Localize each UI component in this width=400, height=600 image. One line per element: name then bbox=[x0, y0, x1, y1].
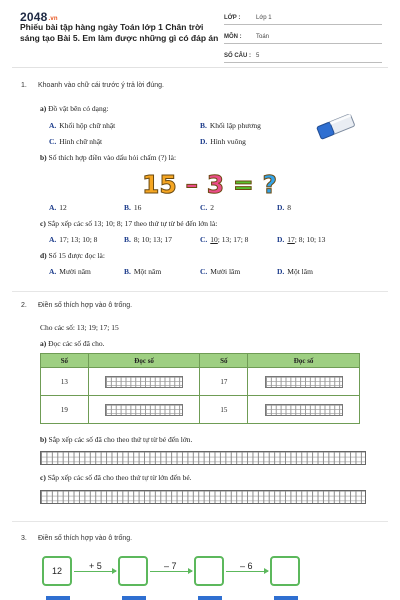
q1a-option-d[interactable]: D. Hình vuông bbox=[200, 137, 246, 146]
site-logo[interactable]: 2048.vn bbox=[20, 10, 58, 24]
chain-arrow bbox=[150, 571, 192, 572]
handwriting-grid[interactable] bbox=[265, 376, 343, 388]
q1d-prompt: d) Số 15 được đọc là: bbox=[40, 251, 105, 260]
q1c-option-a[interactable]: A. 17; 13; 10; 8 bbox=[49, 235, 98, 244]
reading-answer-cell[interactable] bbox=[248, 368, 360, 396]
worksheet-header bbox=[0, 0, 400, 66]
chain-arrow bbox=[74, 571, 116, 572]
table-header-row bbox=[41, 354, 360, 368]
q2c-answer-grid[interactable] bbox=[40, 490, 366, 504]
chain-answer-box[interactable] bbox=[194, 556, 224, 586]
section-divider bbox=[12, 521, 388, 522]
table-header: Đọc số bbox=[248, 354, 360, 368]
eraser-icon bbox=[315, 114, 357, 140]
q1b-option-d[interactable]: D. 8 bbox=[277, 203, 292, 212]
q1b-option-c[interactable]: C. 2 bbox=[200, 203, 215, 212]
q1b-prompt: b) Số thích hợp điền vào dấu hỏi chấm (?) là: bbox=[40, 153, 177, 162]
chain-arrow bbox=[226, 571, 268, 572]
q2a-prompt: a) Đọc các số đã cho. bbox=[40, 339, 105, 348]
q1c-option-d[interactable]: D. 17; 8; 10; 13 bbox=[277, 235, 326, 244]
question-2-number: 2. bbox=[21, 302, 27, 309]
decorative-mark bbox=[46, 596, 70, 600]
chain-operation: – 6 bbox=[240, 561, 253, 571]
colorful-equation: 15 – 3 = ? bbox=[142, 170, 278, 199]
chain-operation: + 5 bbox=[89, 561, 102, 571]
info-panel bbox=[224, 12, 382, 69]
table-row bbox=[41, 396, 360, 424]
chain-answer-box[interactable] bbox=[270, 556, 300, 586]
question-3-instruction: Điền số thích hợp vào ô trống. bbox=[38, 535, 133, 542]
number-cell: 15 bbox=[200, 396, 248, 424]
q2b-answer-grid[interactable] bbox=[40, 451, 366, 465]
q1a-option-c[interactable]: C. Hình chữ nhật bbox=[49, 137, 103, 146]
number-reading-table bbox=[40, 353, 360, 424]
question-count-field: SỐ CÂU : 5 bbox=[224, 50, 382, 63]
q1d-option-d[interactable]: D. Một lăm bbox=[277, 267, 313, 276]
handwriting-grid[interactable] bbox=[265, 404, 343, 416]
q2c-prompt: c) Sắp xếp các số đã cho theo thứ tự từ lớn đến bé. bbox=[40, 473, 192, 482]
q1d-option-b[interactable]: B. Một năm bbox=[124, 267, 162, 276]
subject-field: MÔN : Toán bbox=[224, 31, 382, 44]
question-1-instruction: Khoanh vào chữ cái trước ý trả lời đúng. bbox=[38, 82, 164, 89]
question-1-number: 1. bbox=[21, 82, 27, 89]
number-cell: 13 bbox=[41, 368, 89, 396]
handwriting-grid[interactable] bbox=[105, 404, 183, 416]
decorative-mark bbox=[122, 596, 146, 600]
q1b-option-b[interactable]: B. 16 bbox=[124, 203, 142, 212]
question-2-instruction: Điền số thích hợp vào ô trống. bbox=[38, 302, 133, 309]
q1c-prompt: c) Sắp xếp các số 13; 10; 8; 17 theo thứ tự từ bé đến lớn là: bbox=[40, 219, 218, 228]
q2-given-numbers: Cho các số: 13; 19; 17; 15 bbox=[40, 323, 119, 332]
q1c-option-c[interactable]: C. 10; 13; 17; 8 bbox=[200, 235, 249, 244]
table-header: Số bbox=[41, 354, 89, 368]
table-row bbox=[41, 368, 360, 396]
q1b-option-a[interactable]: A. 12 bbox=[49, 203, 67, 212]
header-divider bbox=[12, 67, 388, 68]
reading-answer-cell[interactable] bbox=[88, 368, 200, 396]
chain-answer-box[interactable] bbox=[118, 556, 148, 586]
q2b-prompt: b) Sắp xếp các số đã cho theo thứ tự từ bé đến lớn. bbox=[40, 435, 193, 444]
q1a-option-b[interactable]: B. Khối lập phương bbox=[200, 121, 261, 130]
number-cell: 19 bbox=[41, 396, 89, 424]
q1a-prompt: a) Đồ vật bên có dạng: bbox=[40, 104, 109, 113]
worksheet-title: Phiếu bài tập hàng ngày Toán lớp 1 Chân trời sáng tạo Bài 5. Em làm được những gì có đáp án bbox=[20, 22, 219, 43]
q1c-option-b[interactable]: B. 8; 10; 13; 17 bbox=[124, 235, 173, 244]
number-cell: 17 bbox=[200, 368, 248, 396]
decorative-mark bbox=[198, 596, 222, 600]
table-header: Đọc số bbox=[88, 354, 200, 368]
reading-answer-cell[interactable] bbox=[248, 396, 360, 424]
decorative-mark bbox=[274, 596, 298, 600]
q1d-option-c[interactable]: C. Mười lăm bbox=[200, 267, 241, 276]
table-header: Số bbox=[200, 354, 248, 368]
handwriting-grid[interactable] bbox=[105, 376, 183, 388]
q1a-option-a[interactable]: A. Khối hộp chữ nhật bbox=[49, 121, 116, 130]
question-3-number: 3. bbox=[21, 535, 27, 542]
class-field: LỚP : Lớp 1 bbox=[224, 12, 382, 25]
chain-start-box: 12 bbox=[42, 556, 72, 586]
section-divider bbox=[12, 291, 388, 292]
chain-operation: – 7 bbox=[164, 561, 177, 571]
q1d-option-a[interactable]: A. Mười năm bbox=[49, 267, 91, 276]
reading-answer-cell[interactable] bbox=[88, 396, 200, 424]
